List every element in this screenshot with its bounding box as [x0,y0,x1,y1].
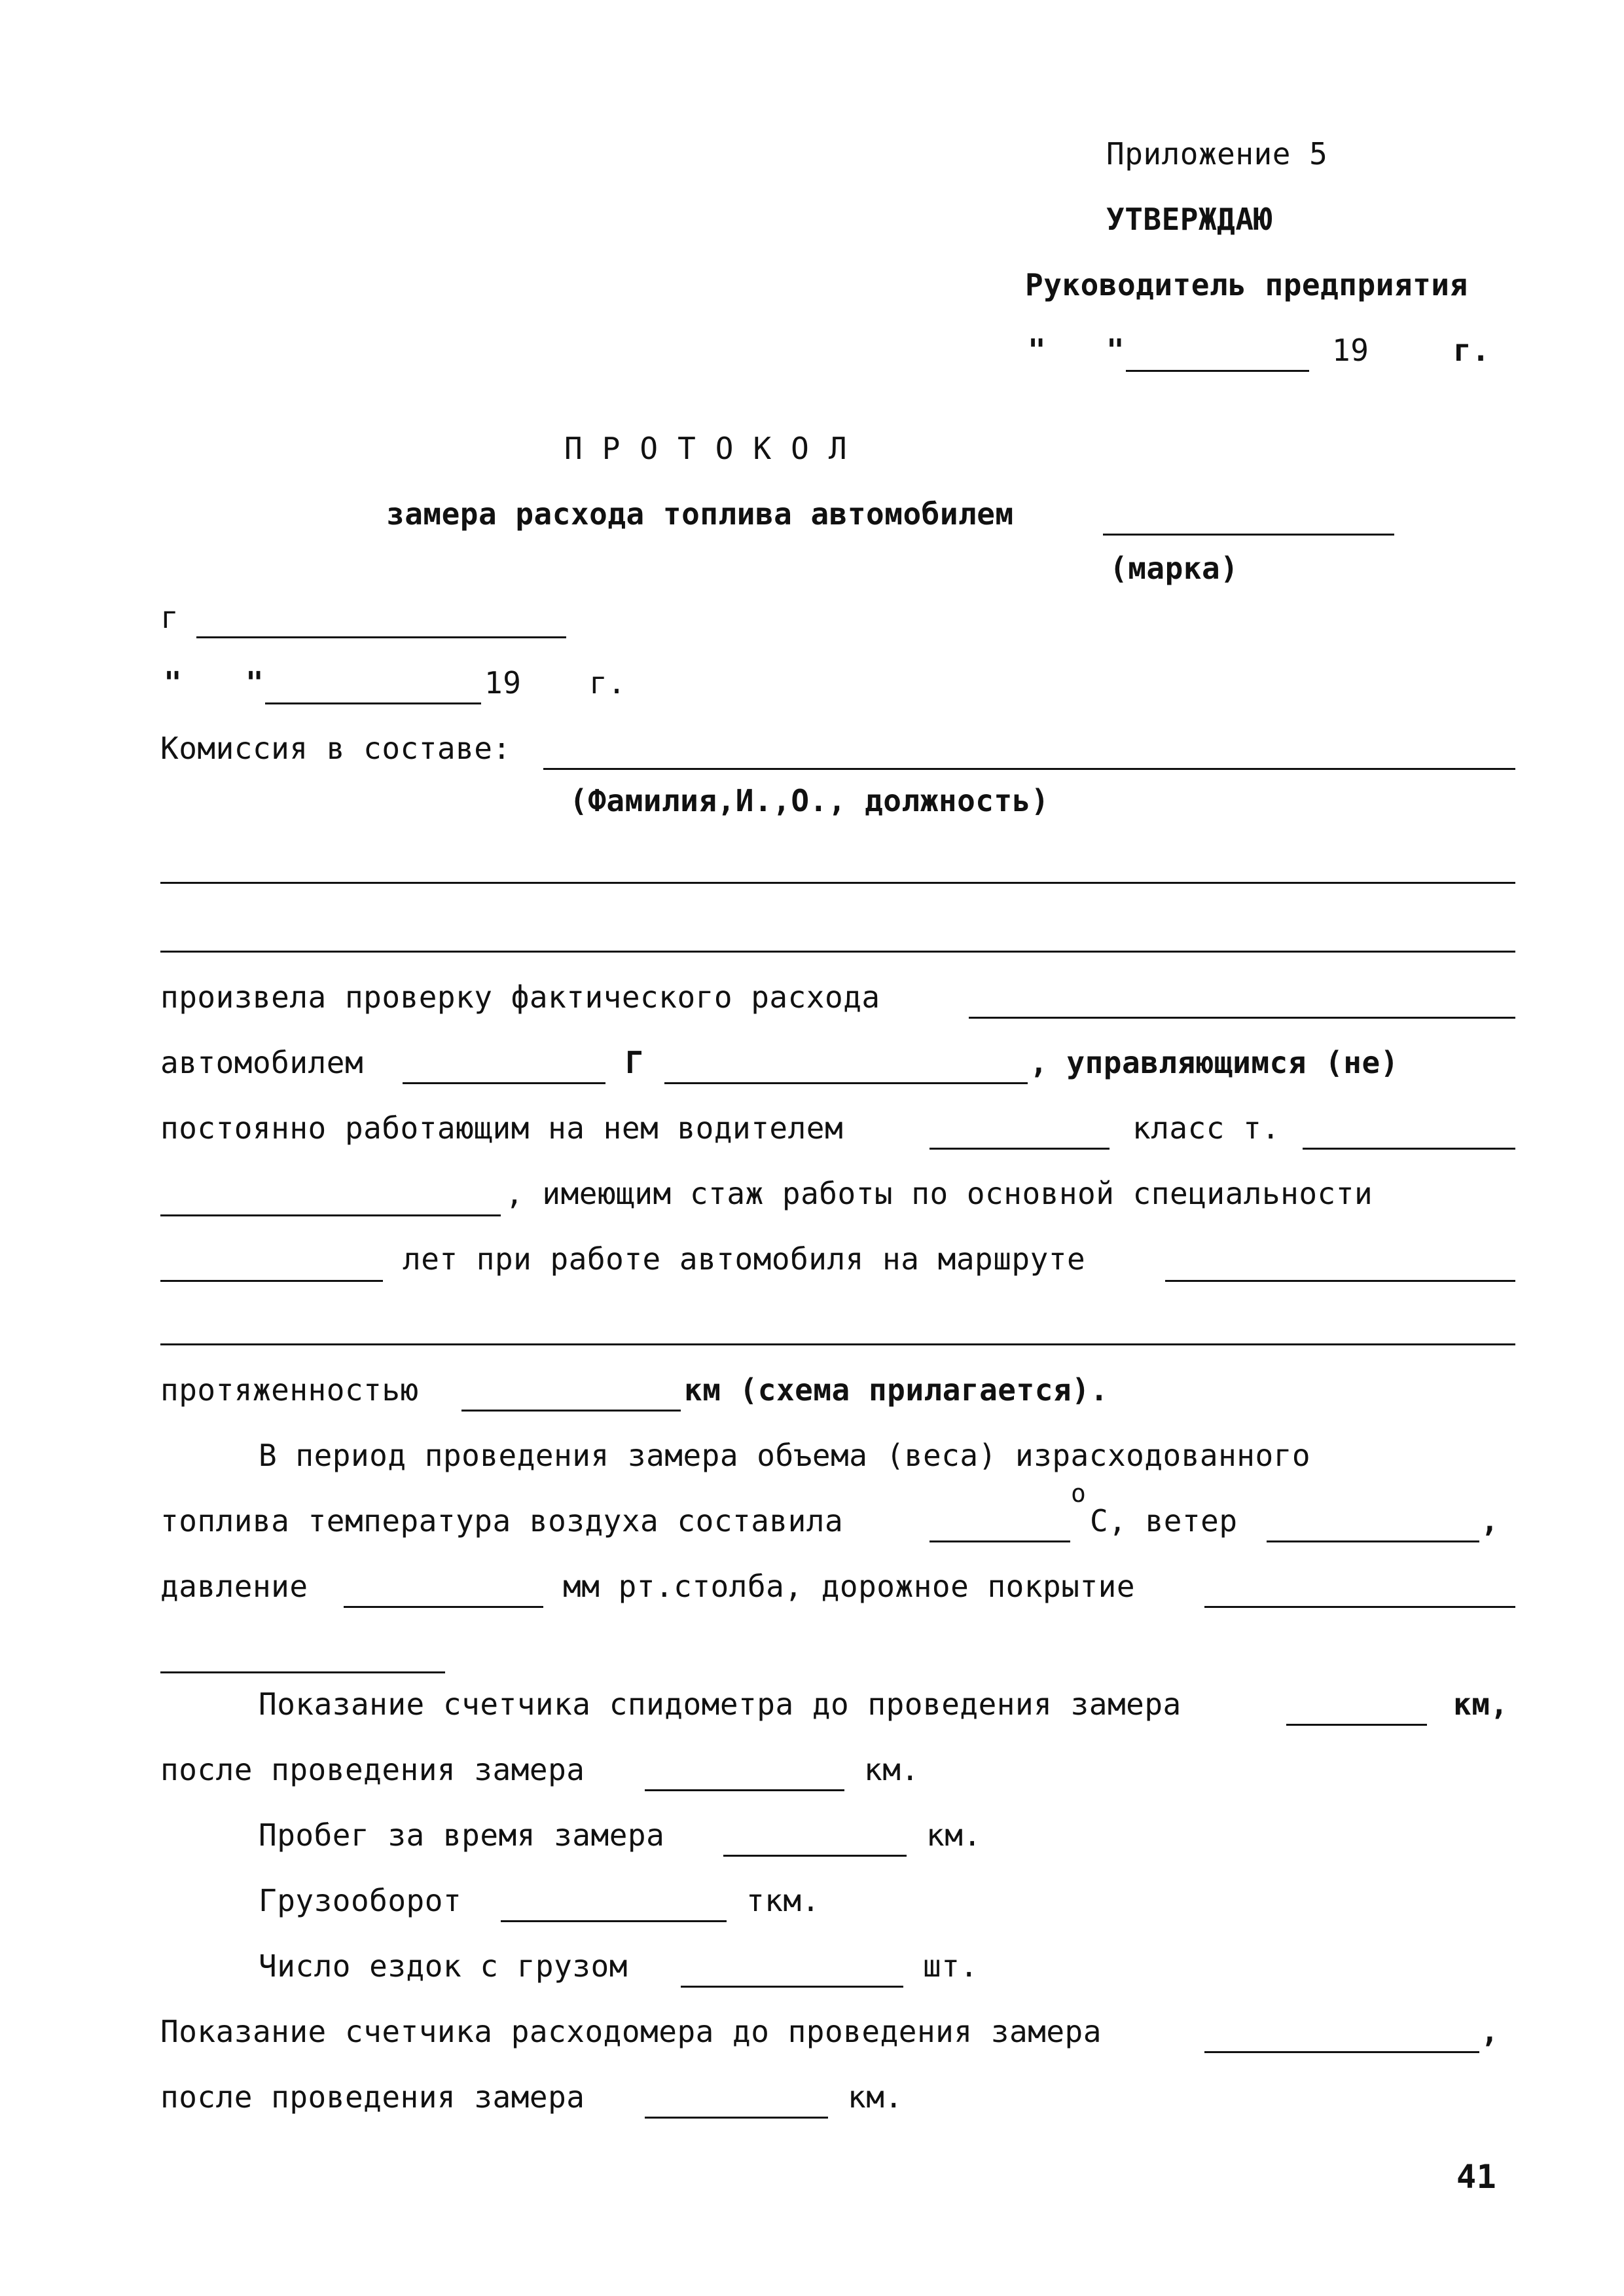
text-line-14b: шт. [923,1948,979,1984]
commission-line-2 [160,882,1515,884]
approval-year: 19 [1332,333,1369,368]
text-line-15b: , [1481,2014,1500,2049]
appendix-label: Приложение 5 [1106,136,1328,172]
pressure-line [344,1606,543,1608]
approve-label: УТВЕРЖДАЮ [1106,202,1272,237]
class-line [1303,1148,1515,1150]
date-quote-close-2: " [245,665,264,701]
text-line-13a: Грузооборот [259,1883,462,1918]
experience-line [160,1280,383,1282]
temperature-line [929,1540,1070,1542]
text-line-16a: после проведения замера [160,2079,585,2115]
head-title: Руководитель предприятия [1025,267,1468,302]
text-line-1: произвела проверку фактического расхода [160,979,880,1015]
text-line-4: , имеющим стаж работы по основной специальности [505,1176,1373,1211]
protocol-g: г. [589,665,626,701]
text-line-5: лет при работе автомобиля на маршруте [403,1241,1086,1277]
text-line-6b: км (схема прилагается). [684,1372,1109,1408]
road-surface-line-2 [160,1671,445,1673]
text-line-2c: , управляющимся (не) [1030,1045,1399,1080]
commission-line [543,768,1515,770]
brand-caption: (марка) [1110,551,1239,586]
commission-line-3 [160,951,1515,953]
degree-mark: о [1071,1479,1087,1508]
trips-line [681,1986,903,1988]
odometer-after-line [645,1789,844,1791]
text-line-12b: км. [926,1817,982,1853]
text-line-11a: после проведения замера [160,1752,585,1787]
distance-line [461,1410,681,1412]
date-quote-open: " [1028,333,1047,368]
text-line-15a: Показание счетчика расходомера до проведения замера [160,2014,1102,2049]
text-line-8a: топлива температура воздуха составила [160,1503,844,1539]
route-line-2 [160,1343,1515,1345]
document-subtitle: замера расхода топлива автомобилем [386,496,1014,532]
route-line [1165,1280,1515,1282]
flowmeter-before-line [1204,2051,1479,2053]
plate-line [664,1082,1028,1084]
commission-caption: (Фамилия,И.,О., должность) [569,783,1050,818]
approval-date-line [1126,370,1309,372]
city-label: г [160,600,179,635]
wind-line [1267,1540,1479,1542]
text-line-12a: Пробег за время замера [259,1817,665,1853]
flowmeter-after-line [645,2117,828,2119]
text-line-3b: класс т. [1132,1110,1280,1146]
text-line-3a: постоянно работающим на нем водителем [160,1110,844,1146]
text-line-8c: , [1481,1503,1500,1539]
text-line-9b: мм рт.столба, дорожное покрытие [563,1569,1136,1604]
commission-label: Комиссия в составе: [160,731,511,766]
approval-g: г. [1453,333,1490,368]
text-line-13b: ткм. [746,1883,820,1918]
date-line [265,702,481,704]
text-line-9a: давление [160,1569,308,1604]
document-title: ПРОТОКОЛ [564,431,867,466]
text-line-10a: Показание счетчика спидометра до проведения замера [259,1686,1182,1722]
city-line [196,636,566,638]
fuel-line [969,1017,1515,1019]
text-line-16b: км. [848,2079,903,2115]
date-quote-close: " [1106,333,1125,368]
page-number: 41 [1456,2158,1497,2196]
license-line [160,1214,501,1216]
text-line-8b: С, ветер [1090,1503,1238,1539]
driver-line [929,1148,1110,1150]
mileage-line [723,1855,907,1857]
date-quote-open-2: " [164,665,183,701]
text-line-14a: Число ездок с грузом [259,1948,628,1984]
vehicle-line [403,1082,605,1084]
text-line-2a: автомобилем [160,1045,364,1080]
text-line-11b: км. [864,1752,920,1787]
text-line-10b: км, [1453,1686,1509,1722]
road-surface-line [1204,1606,1515,1608]
freight-line [501,1920,727,1922]
odometer-before-line [1286,1724,1427,1726]
text-line-6a: протяженностью [160,1372,419,1408]
text-line-2b: Г [625,1045,644,1080]
text-line-7: В период проведения замера объема (веса) израсходованного [259,1438,1311,1473]
protocol-year: 19 [484,665,522,701]
brand-line [1103,534,1394,536]
